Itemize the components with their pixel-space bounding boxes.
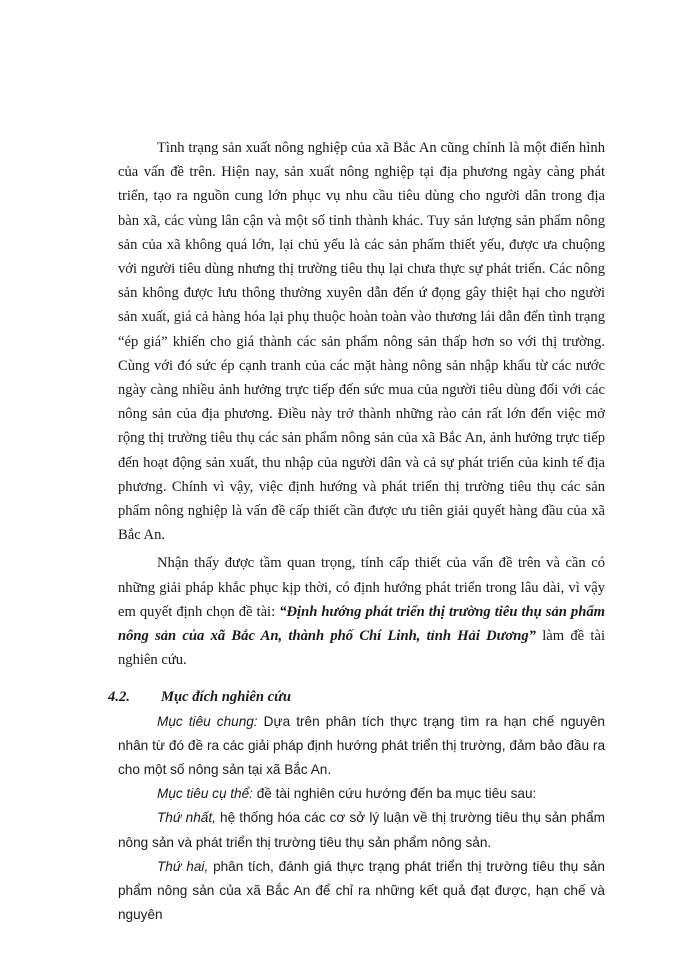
section-title: Mục đích nghiên cứu	[161, 689, 291, 706]
specific-goal-text: đề tài nghiên cứu hướng đến ba mục tiêu sau:	[252, 786, 537, 802]
document-page	[108, 136, 605, 928]
paragraph-topic-intro: Nhận thấy được tầm quan trọng, tính cấp thiết của vấn đề trên và cần có những giải pháp khắc phục kịp thời, có định hướng phát triển trong lâu dài, vì vậy em quyết định chọn đề tài:	[118, 555, 605, 620]
paragraph-general-goal	[118, 710, 605, 783]
paragraph-context: Tình trạng sản xuất nông nghiệp của xã Bắc An cũng chính là một điển hình của vấn đề trên. Hiện nay, sản xuất nông nghiệp tại địa phương ngày càng phát triển, tạo ra nguồn cung lớn phục vụ nhu cầu tiêu dùng cho người dân trong địa bàn xã, các vùng lân cận và một số tỉnh thành khác. Tuy sản lượng sản phẩm nông sản của xã không quá lớn, lại chủ yếu là các sản phẩm thiết yếu, được ưa chuộng với người tiêu dùng nhưng thị trường tiêu thụ lại chưa thực sự phát triển. Các nông sản không được lưu thông thường xuyên dẫn đến ứ đọng gây thiệt hại cho người sản xuất, giá cả hàng hóa lại phụ thuộc hoàn toàn vào thương lái dẫn đến tình trạng “ép giá” khiến cho giá thành các sản phẩm nông sản thấp hơn so với thị trường. Cùng với đó sức ép cạnh tranh của các mặt hàng nông sản nhập khẩu từ các nước ngày càng nhiều ảnh hưởng trực tiếp đến sức mua của người tiêu dùng đối với các nông sản của địa phương. Điều này trở thành những rào cản rất lớn đến việc mở rộng thị trường tiêu thụ các sản phẩm nông sản của xã Bắc An, ảnh hưởng trực tiếp đến hoạt động sản xuất, thu nhập của người dân và cả sự phát triển của kinh tế địa phương. Chính vì vậy, việc định hướng và phát triển thị trường tiêu thụ các sản phẩm nông nghiệp là vấn đề cấp thiết cần được ưu tiên giải quyết hàng đầu của xã Bắc An.	[118, 140, 605, 544]
section-number: 4.2.	[108, 689, 130, 706]
thesis-title: “Định hướng phát triển thị trường tiêu thụ sản phẩm nông sản của xã Bắc An, thành phố Chí Linh, tỉnh Hải Dương”	[118, 603, 605, 645]
paragraph-goal-first	[118, 806, 605, 854]
goal-second-text: phân tích, đánh giá thực trạng phát triển thị trường tiêu thụ sản phẩm nông sản của xã Bắc An để chỉ ra những kết quả đạt được, hạn chế và nguyên	[118, 858, 605, 923]
spacer	[118, 672, 605, 685]
goal-first-label: Thứ nhất,	[157, 810, 216, 826]
section-heading	[108, 685, 605, 709]
paragraph-topic-choice	[118, 551, 605, 672]
goal-second-label: Thứ hai,	[157, 858, 209, 874]
paragraph-topic-end: làm đề tài nghiên cứu.	[118, 628, 605, 669]
goal-first-text: hệ thống hóa các cơ sở lý luận về thị trường tiêu thụ sản phẩm nông sản và phát triển thị trường tiêu thụ sản phẩm nông sản.	[118, 810, 605, 850]
general-goal-text: Dựa trên phân tích thực trạng tìm ra hạn chế nguyên nhân từ đó đề ra các giải pháp định hướng phát triển thị trường, đảm bảo đầu ra cho một số nông sản tại xã Bắc An.	[118, 713, 605, 778]
specific-goal-label: Mục tiêu cụ thể:	[157, 786, 253, 802]
general-goal-label: Mục tiêu chung:	[157, 713, 258, 729]
paragraph-goal-second	[118, 855, 605, 928]
paragraph-specific-goal	[118, 782, 605, 806]
